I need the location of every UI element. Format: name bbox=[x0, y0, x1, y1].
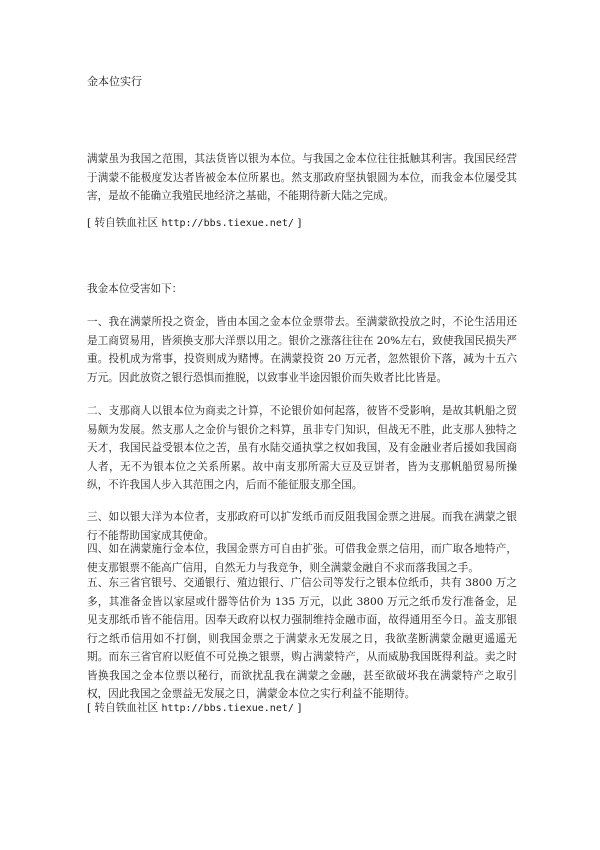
paragraph-item-5: 五、东三省官银号、交通银行、殖边银行、广信公司等发行之银本位纸币，共有 3800 万之多，其准备金皆以家屋或什器等估价为 135 万元，以此 3800 万元之纸币发行准备金，足见支那纸币皆不能信用。因奉天政府以权力强制维持金融市面，故得通用至今日。盖支那银行之纸币信用如不打倒，则我国金票之于满蒙永无发展之日，我欲垄断满蒙金融更遥遥无期。而东三省官府以贬值不可兑换之银票，购占满蒙特产，从而威胁我国既得利益。卖之时皆换我国之金本位票以秘行，而欲扰乱我在满蒙之金融，甚至欲破坏我在满蒙特产之取引权，因此我国之金票益无发展之日，满蒙金本位之实行利益不能期待。 bbox=[87, 577, 517, 700]
intro-paragraph: 满蒙虽为我国之范围，其法货皆以银为本位。与我国之金本位往往抵触其利害。我国民经营于满蒙不能极度发达者皆被金本位所累也。然支那政府坚执银圆为本位，而我金本位屡受其害，是故不能确立我殖民地经济之基础，不能期待新大陆之完成。 bbox=[87, 153, 517, 202]
source-link-bottom[interactable]: http://bbs.tiexue.net/ bbox=[161, 703, 294, 714]
document-title: 金本位实行 bbox=[87, 75, 142, 88]
source-prefix-bottom: [ 转自铁血社区 bbox=[87, 702, 162, 714]
source-link[interactable]: http://bbs.tiexue.net/ bbox=[161, 218, 294, 229]
source-suffix: ] bbox=[293, 217, 302, 229]
source-line bbox=[87, 215, 301, 232]
document-page bbox=[87, 0, 517, 850]
paragraph-item-3: 三、如以银大洋为本位者，支那政府可以扩发纸币而反阻我国金票之进展。而我在满蒙之银行不能帮助国家成其使命。 bbox=[87, 511, 517, 542]
paragraph-item-4: 四、如在满蒙施行金本位，我国金票方可自由扩张。可借我金票之信用，而广取各地特产，使支那银票不能高广信用，自然无力与我竞争，则全满蒙金融自不求而落我国之手。 bbox=[87, 543, 517, 574]
paragraph-item-1: 一、我在满蒙所投之资金，皆由本国之金本位金票带去。至满蒙欲投放之时，不论生活用还是工商贸易用，皆须换支那大洋票以用之。银价之涨落往往在 20%左右，致使我国民损失严重。投机成为常事，投资则成为赌博。在满蒙投资 20 万元者，忽然银价下落，减为十五六万元。因此放资之银行恐惧而推脱，以致事业半途因银价而失败者比比皆是。 bbox=[87, 316, 517, 384]
source-line-bottom bbox=[87, 700, 301, 717]
source-suffix-bottom: ] bbox=[293, 702, 302, 714]
paragraph-item-2: 二、支那商人以银本位为商卖之计算，不论银价如何起落，彼皆不受影响，是故其帆船之贸易颇为发展。然支那人之金价与银价之料算，虽非专门知识，但战无不胜，此支那人独特之天才，我国民益受银本位之苦，虽有水陆交通执掌之权如我国，及有金融业者后援如我国商人者，无不为银本位之关系所累。故中南支那所需大豆及豆饼者，皆为支那帆船贸易所操纵，不许我国人步入其范围之内，后而不能征服支那全国。 bbox=[87, 405, 517, 491]
section-heading: 我金本位受害如下： bbox=[87, 283, 183, 295]
source-prefix: [ 转自铁血社区 bbox=[87, 217, 162, 229]
